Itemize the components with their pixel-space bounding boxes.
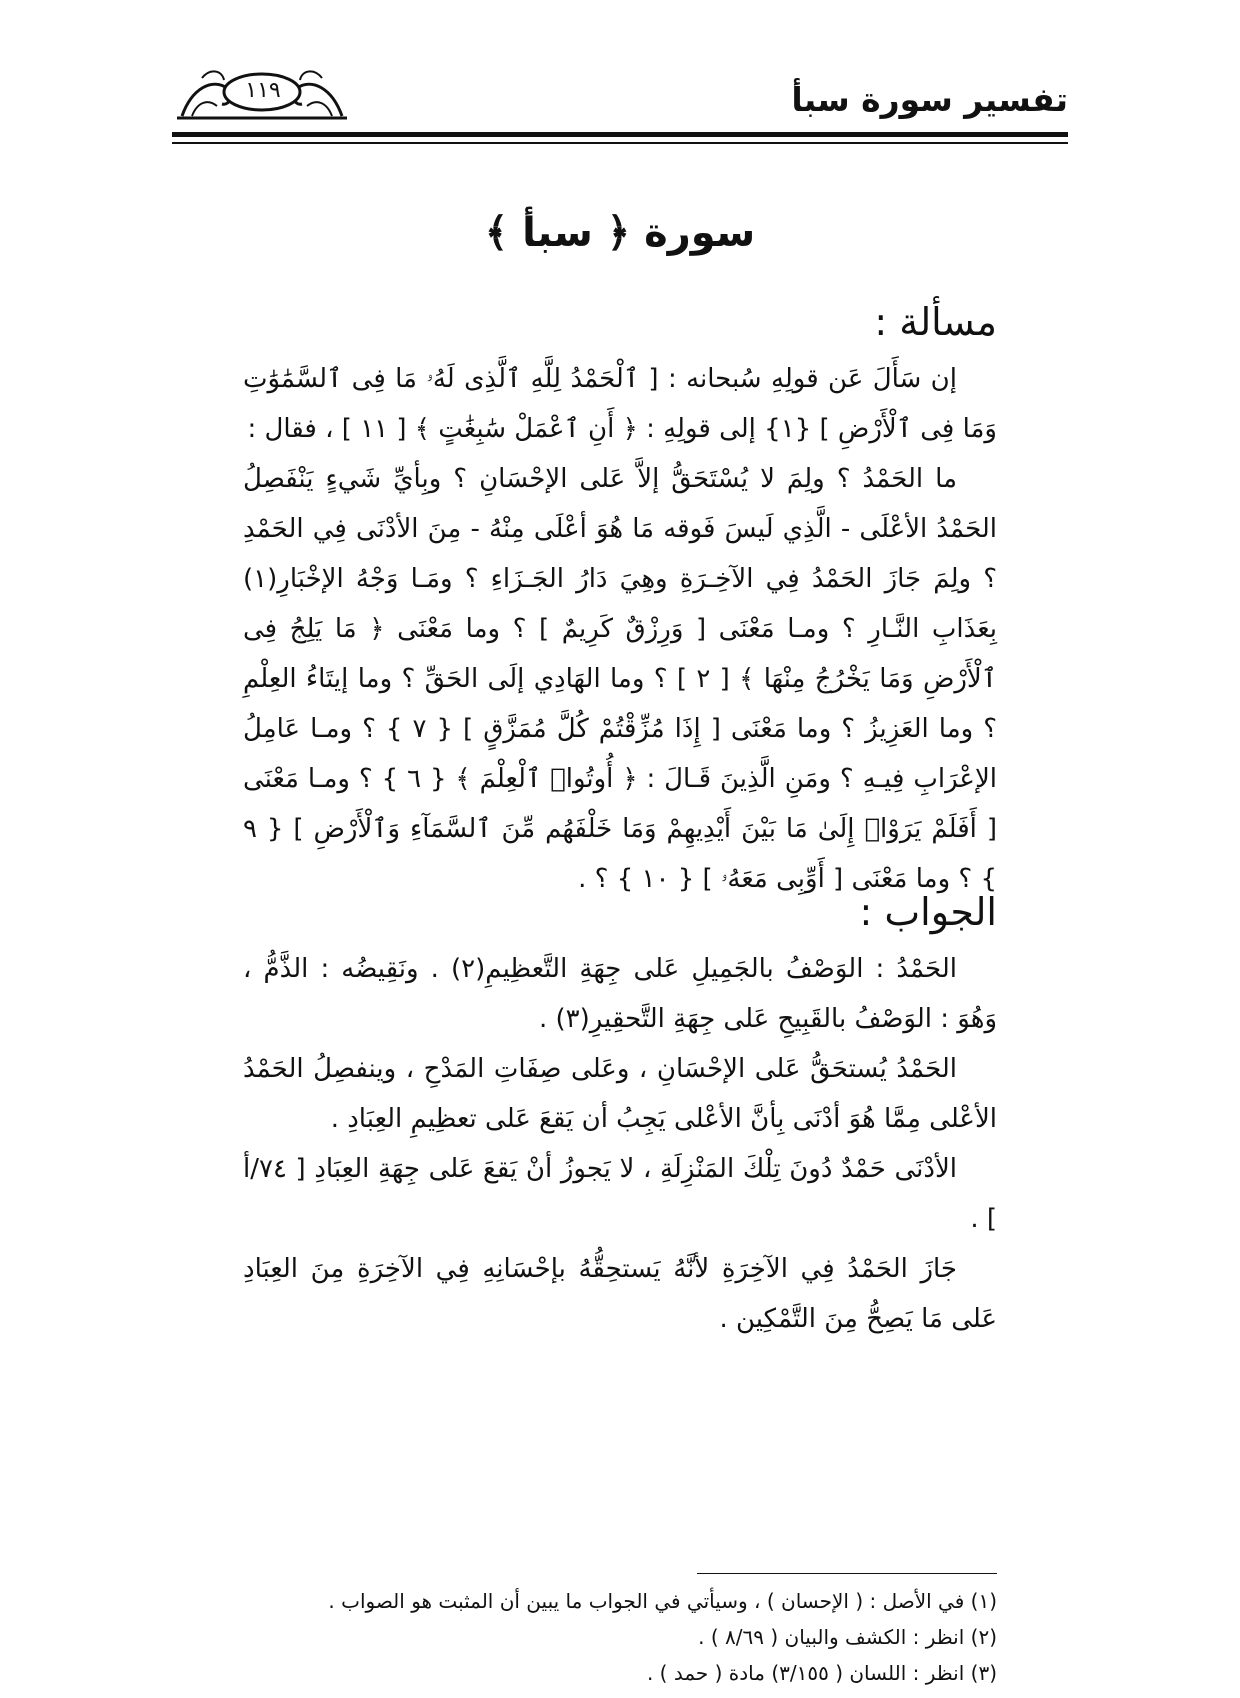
question-paragraph: إن سَأَلَ عَن قولِهِ سُبحانه : [ ٱلْحَمْدُ لِلَّهِ ٱلَّذِى لَهُۥ مَا فِى ٱلسَّمَٰوَٰتِ وَمَا فِى ٱلْأَرْضِ ] {١} إلى قولِهِ : ﴿ أَنِ ٱعْمَلْ سَٰبِغَٰتٍ ﴾ [ ١١ ] ، فقال : xyxy=(243,364,997,444)
answer-heading: الجواب : xyxy=(859,890,997,934)
answer-paragraph: الأدْنَى حَمْدٌ دُونَ تِلْكَ المَنْزِلَةِ ، لا يَجوزُ أنْ يَقعَ عَلى جِهَةِ العِبَادِ [ ٧٤/أ ] . xyxy=(243,1154,997,1234)
question-heading: مسألة : xyxy=(874,300,997,344)
answer-body xyxy=(243,944,997,1344)
answer-paragraph: جَازَ الحَمْدُ فِي الآخِرَةِ لأنَّهُ يَستحِقُّهُ بإحْسَانِهِ فِي الآخِرَةِ مِنَ العِبَادِ عَلى مَا يَصِحُّ مِنَ التَّمْكِين . xyxy=(243,1254,997,1334)
answer-paragraph: الحَمْدُ يُستحَقُّ عَلى الإحْسَانِ ، وعَلى صِفَاتِ المَدْحِ ، وينفصِلُ الحَمْدُ الأعْلى مِمَّا هُوَ أدْنَى بِأنَّ الأعْلى يَجِبُ أن يَقعَ عَلى تعظِيمِ العِبَادِ . xyxy=(243,1054,997,1134)
header-rule xyxy=(172,132,1068,137)
question-body xyxy=(243,354,997,904)
running-title: تفسير سورة سبأ xyxy=(791,80,1068,119)
footnote: (٣) انظر : اللسان ( ٣/١٥٥) مادة ( حمد ) . xyxy=(646,1661,997,1685)
footnotes xyxy=(243,1583,997,1691)
surah-title: سورة ﴿ سبأ ﴾ xyxy=(484,210,756,256)
footnote: (١) في الأصل : ( الإحسان ) ، وسيأتي في الجواب ما يبين أن المثبت هو الصواب . xyxy=(328,1589,997,1613)
page-number: ١١٩ xyxy=(245,78,281,103)
question-paragraph: ما الحَمْدُ ؟ ولِمَ لا يُسْتَحَقُّ إلاَّ عَلى الإحْسَانِ ؟ وبِأيِّ شَيءٍ يَنْفَصِلُ الحَمْدُ الأعْلَى - الَّذِي لَيسَ فَوقه مَا هُوَ أعْلَى مِنْهُ - مِنَ الأدْنَى فِي الحَمْدِ ؟ ولِمَ جَازَ الحَمْدُ فِي الآخِـرَةِ وهِيَ دَارُ الجَـزَاءِ ؟ ومَـا وَجْهُ الإخْبَارِ(١) بِعَذَابِ النَّـارِ ؟ ومـا مَعْنَى [ وَرِزْقٌ كَرِيمٌ ] ؟ وما مَعْنَى ﴿ مَا يَلِجُ فِى ٱلْأَرْضِ وَمَا يَخْرُجُ مِنْهَا ﴾ [ ٢ ] ؟ وما الهَادِي إلَى الحَقِّ ؟ وما إيتَاءُ العِلْمِ ؟ وما العَزِيزُ ؟ وما مَعْنَى [ إِذَا مُزِّقْتُمْ كُلَّ مُمَزَّقٍ ] { ٧ } ؟ ومـا عَامِلُ الإعْرَابِ فِيـهِ ؟ ومَنِ الَّذِينَ قَـالَ : ﴿ أُوتُوا۟ ٱلْعِلْمَ ﴾ { ٦ } ؟ ومـا مَعْنَى [ أَفَلَمْ يَرَوْا۟ إِلَىٰ مَا بَيْنَ أَيْدِيهِمْ وَمَا خَلْفَهُم مِّنَ ٱلسَّمَآءِ وَٱلْأَرْضِ ] { ٩ } ؟ وما مَعْنَى [ أَوِّبِى مَعَهُۥ ] { ١٠ } ؟ . xyxy=(243,464,997,894)
answer-paragraph: الحَمْدُ : الوَصْفُ بالجَمِيلِ عَلى جِهَةِ التَّعظِيمِ(٢) . ونَقِيضُه : الذَّمُّ ، وَهُوَ : الوَصْفُ بالقَبِيحِ عَلى جِهَةِ التَّحقِيرِ(٣) . xyxy=(243,954,997,1034)
page-header xyxy=(172,58,1068,130)
header-rule-thin xyxy=(172,142,1068,144)
footnote-separator xyxy=(697,1573,997,1574)
footnote: (٢) انظر : الكشف والبيان ( ٨/٦٩ ) . xyxy=(698,1625,997,1649)
